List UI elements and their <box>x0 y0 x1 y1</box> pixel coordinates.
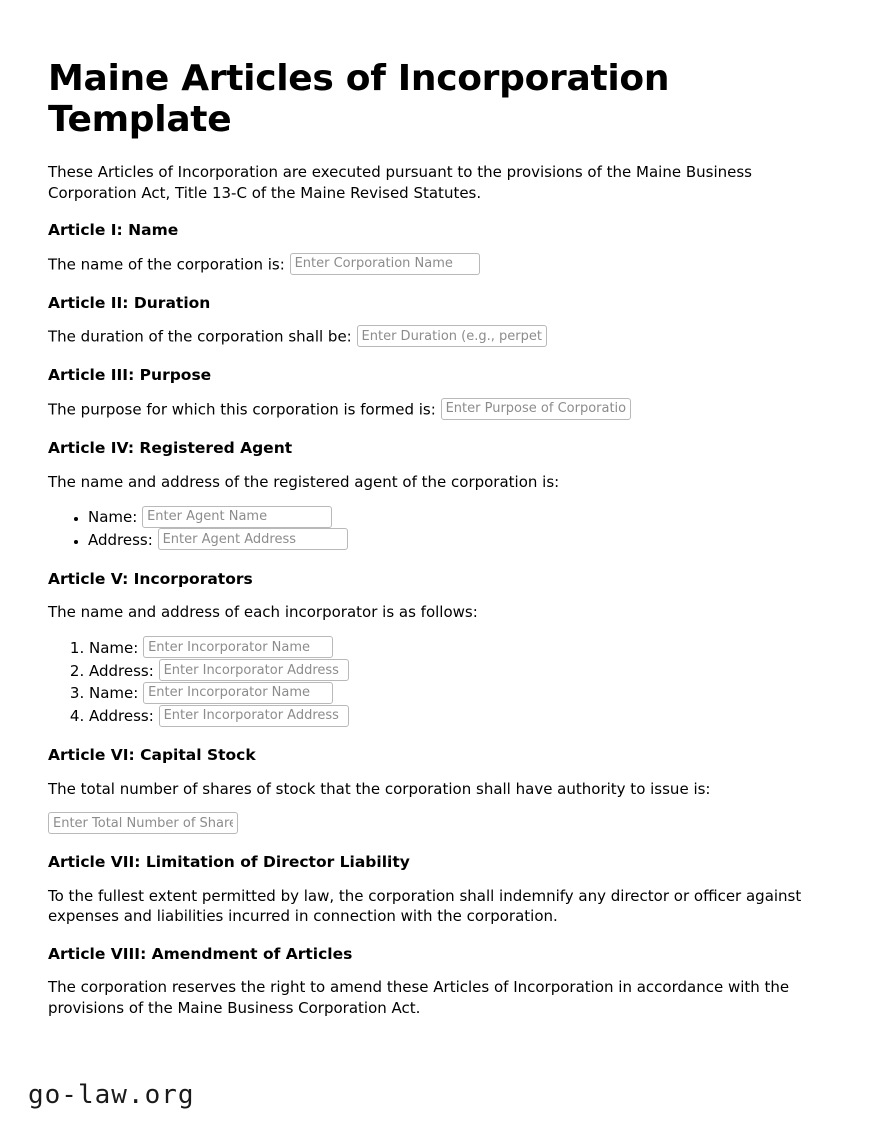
article-6-heading: Article VI: Capital Stock <box>48 746 256 764</box>
list-item <box>88 529 821 552</box>
intro-paragraph: These Articles of Incorporation are executed pursuant to the provisions of the Maine Business Corporation Act, Title 13-C of the Maine Revised Statutes. <box>48 163 752 202</box>
site-watermark: go-law.org <box>28 1080 195 1110</box>
article-2-paragraph <box>48 326 820 348</box>
article-8-paragraph: The corporation reserves the right to amend these Articles of Incorporation in accordance with the provisions of the Maine Business Corporation Act. <box>48 978 790 1017</box>
incorporator-2-name-label: Name: <box>89 684 139 703</box>
page-title: Maine Articles of Incorporation Template <box>48 58 670 141</box>
article-2-lead: The duration of the corporation shall be: <box>48 327 352 346</box>
article-3-lead: The purpose for which this corporation is formed is: <box>48 400 436 419</box>
article-4-lead: The name and address of the registered agent of the corporation is: <box>48 472 560 491</box>
article-5-heading: Article V: Incorporators <box>48 569 253 588</box>
agent-name-input[interactable] <box>142 506 332 528</box>
article-5-lead: The name and address of each incorporator is as follows: <box>48 603 478 622</box>
list-item <box>89 705 821 728</box>
registered-agent-list <box>48 506 821 552</box>
article-7-paragraph: To the fullest extent permitted by law, the corporation shall indemnify any director or officer against expenses and liabilities incurred in connection with the corporation. <box>48 886 802 926</box>
incorporator-2-address-input[interactable] <box>159 705 349 727</box>
incorporator-1-name-label: Name: <box>89 638 139 657</box>
incorporator-2-name-input[interactable] <box>143 682 333 704</box>
agent-address-input[interactable] <box>158 528 348 550</box>
article-7-heading: Article VII: Limitation of Director Liability <box>48 853 410 872</box>
incorporator-2-address-label: Address: <box>89 707 154 726</box>
article-4-heading: Article IV: Registered Agent <box>48 438 293 457</box>
article-1-heading: Article I: Name <box>48 221 179 240</box>
agent-name-label: Name: <box>88 508 138 527</box>
list-item <box>89 682 821 705</box>
purpose-input[interactable] <box>441 398 631 420</box>
article-6-field-row <box>48 813 821 835</box>
article-6-lead: The total number of shares of stock that the corporation shall have authority to issue is: <box>48 779 711 798</box>
incorporator-list <box>48 637 821 728</box>
duration-input[interactable] <box>357 325 547 347</box>
list-item <box>89 637 821 660</box>
article-3-paragraph <box>48 399 820 421</box>
article-1-paragraph <box>48 254 820 276</box>
article-2-heading: Article II: Duration <box>48 293 211 312</box>
total-shares-input[interactable] <box>48 812 238 834</box>
article-1-lead: The name of the corporation is: <box>48 255 285 274</box>
article-3-heading: Article III: Purpose <box>48 366 212 385</box>
list-item <box>89 660 821 683</box>
agent-address-label: Address: <box>88 530 153 549</box>
incorporator-1-address-input[interactable] <box>159 659 349 681</box>
incorporator-1-name-input[interactable] <box>143 636 333 658</box>
incorporator-1-address-label: Address: <box>89 661 154 680</box>
article-8-heading: Article VIII: Amendment of Articles <box>48 944 353 963</box>
list-item <box>88 506 821 529</box>
corporation-name-input[interactable] <box>290 253 480 275</box>
